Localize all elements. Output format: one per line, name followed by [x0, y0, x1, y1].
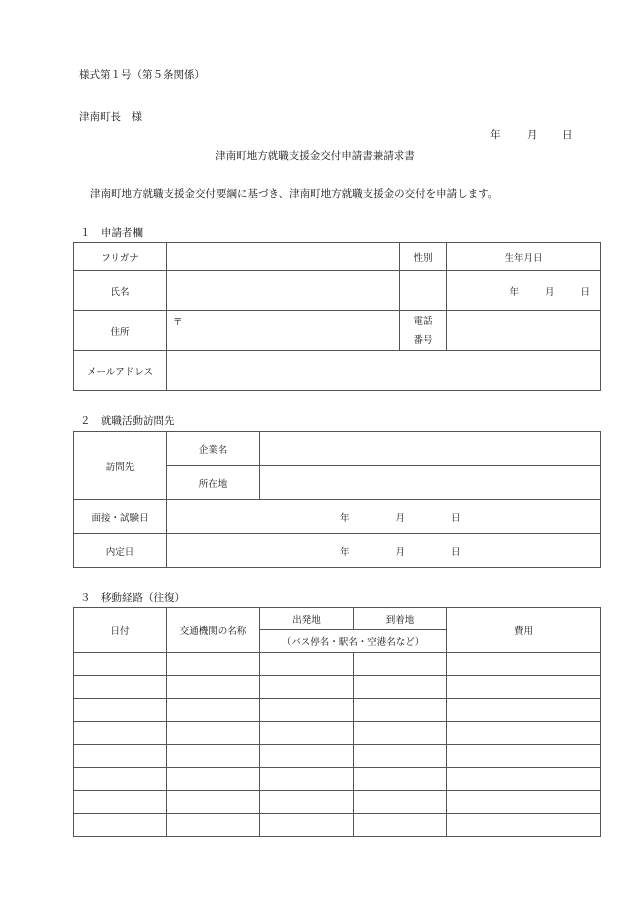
route-date-cell[interactable] [74, 676, 167, 699]
address-field[interactable] [167, 311, 400, 351]
phone-label-line1: 電話 [413, 315, 433, 327]
form-number: 様式第１号（第５条関係） [79, 69, 205, 81]
header-date-year: 年 [490, 129, 501, 141]
route-departure-cell[interactable] [260, 699, 354, 722]
email-field[interactable] [167, 351, 601, 391]
address-label: 住所 [74, 311, 167, 351]
table-row [74, 745, 601, 768]
route-arrival-cell[interactable] [354, 676, 447, 699]
route-cost-cell[interactable] [447, 722, 601, 745]
route-transport-cell[interactable] [167, 768, 260, 791]
birthdate-label: 生年月日 [447, 243, 601, 271]
birth-month: 月 [544, 286, 555, 298]
route-departure-cell[interactable] [260, 814, 354, 837]
document-title: 津南町地方就職支援金交付申請書兼請求書 [215, 150, 415, 162]
table-row [74, 768, 601, 791]
furigana-field[interactable] [167, 243, 400, 271]
route-arrival-cell[interactable] [354, 768, 447, 791]
table-row [74, 814, 601, 837]
section1-heading: １ 申請者欄 [80, 227, 143, 239]
route-arrival-cell[interactable] [354, 653, 447, 676]
route-cost-cell[interactable] [447, 791, 601, 814]
furigana-label: フリガナ [74, 243, 167, 271]
route-departure-cell[interactable] [260, 653, 354, 676]
route-transport-cell[interactable] [167, 791, 260, 814]
gender-label: 性別 [400, 243, 447, 271]
route-date-cell[interactable] [74, 699, 167, 722]
addressee: 津南町長 様 [79, 111, 142, 123]
route-cost-cell[interactable] [447, 768, 601, 791]
visit-table [73, 431, 601, 568]
name-label: 氏名 [74, 271, 167, 311]
header-date-month: 月 [527, 129, 538, 141]
interview-day: 日 [451, 512, 461, 524]
route-arrival-cell[interactable] [354, 722, 447, 745]
col-departure-header: 出発地 [260, 608, 354, 630]
route-table [73, 607, 601, 837]
table-row [74, 791, 601, 814]
route-cost-cell[interactable] [447, 676, 601, 699]
route-cost-cell[interactable] [447, 745, 601, 768]
table-row [74, 722, 601, 745]
intro-text: 津南町地方就職支援金交付要綱に基づき、津南町地方就職支援金の交付を申請します。 [90, 188, 499, 200]
offer-date-field[interactable] [167, 534, 601, 568]
header-date-day: 日 [562, 129, 573, 141]
birthdate-field[interactable] [447, 271, 601, 311]
email-label: メールアドレス [74, 351, 167, 391]
col-cost-header: 費用 [447, 608, 601, 653]
route-departure-cell[interactable] [260, 768, 354, 791]
route-date-cell[interactable] [74, 722, 167, 745]
phone-field[interactable] [447, 311, 601, 351]
route-transport-cell[interactable] [167, 676, 260, 699]
gender-field[interactable] [400, 271, 447, 311]
col-arrival-header: 到着地 [354, 608, 447, 630]
route-transport-cell[interactable] [167, 814, 260, 837]
visit-label: 訪問先 [74, 432, 167, 500]
route-arrival-cell[interactable] [354, 791, 447, 814]
table-row [74, 699, 601, 722]
company-field[interactable] [260, 432, 601, 466]
route-transport-cell[interactable] [167, 653, 260, 676]
route-date-cell[interactable] [74, 791, 167, 814]
route-departure-cell[interactable] [260, 722, 354, 745]
phone-label [400, 311, 447, 351]
route-departure-cell[interactable] [260, 676, 354, 699]
route-arrival-cell[interactable] [354, 745, 447, 768]
route-transport-cell[interactable] [167, 745, 260, 768]
route-transport-cell[interactable] [167, 722, 260, 745]
route-transport-cell[interactable] [167, 699, 260, 722]
route-arrival-cell[interactable] [354, 814, 447, 837]
route-departure-cell[interactable] [260, 791, 354, 814]
name-field[interactable] [167, 271, 400, 311]
route-date-cell[interactable] [74, 768, 167, 791]
route-date-cell[interactable] [74, 745, 167, 768]
offer-day: 日 [451, 546, 461, 558]
route-cost-cell[interactable] [447, 653, 601, 676]
postal-mark: 〒 [173, 317, 183, 328]
section2-heading: ２ 就職活動訪問先 [80, 415, 175, 427]
offer-year: 年 [340, 546, 350, 558]
interview-year: 年 [340, 512, 350, 524]
company-label: 企業名 [167, 432, 260, 466]
phone-label-line2: 番号 [413, 334, 433, 346]
location-field[interactable] [260, 466, 601, 500]
route-date-cell[interactable] [74, 653, 167, 676]
route-departure-cell[interactable] [260, 745, 354, 768]
birth-day: 日 [580, 286, 590, 298]
offer-date-label: 内定日 [74, 534, 167, 568]
route-cost-cell[interactable] [447, 699, 601, 722]
interview-date-label: 面接・試験日 [74, 500, 167, 534]
birth-year: 年 [509, 286, 519, 298]
route-arrival-cell[interactable] [354, 699, 447, 722]
interview-month: 月 [395, 512, 406, 524]
col-date-header: 日付 [74, 608, 167, 653]
table-row [74, 676, 601, 699]
col-transport-header: 交通機関の名称 [167, 608, 260, 653]
route-date-cell[interactable] [74, 814, 167, 837]
table-row [74, 653, 601, 676]
offer-month: 月 [395, 546, 406, 558]
col-place-note: （バス停名・駅名・空港名など） [260, 630, 447, 653]
interview-date-field[interactable] [167, 500, 601, 534]
section3-heading: ３ 移動経路（往復） [80, 592, 185, 604]
applicant-table [73, 242, 601, 391]
location-label: 所在地 [167, 466, 260, 500]
route-cost-cell[interactable] [447, 814, 601, 837]
